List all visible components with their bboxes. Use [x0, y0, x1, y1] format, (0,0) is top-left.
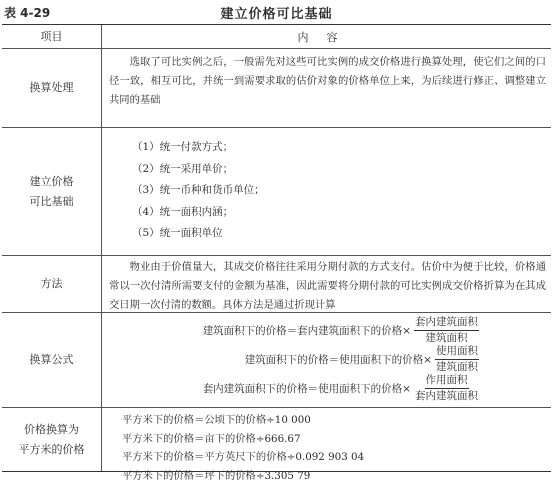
row-label-sqm [2, 408, 101, 471]
formula-fraction [435, 345, 479, 374]
list-item: （4）统一面积内涵； [132, 202, 265, 224]
method-text: 物业由于价值量大，其成交价格往往采用分期付款的方式支付。估价中为便于比较，价格通常以一次付清所需要支付的金额为基准，因此需要将分期付款的可比实例成交价格折算为在其成交日期一次付清的数额。具体方法是通过折现计算 [109, 258, 546, 315]
formula-fraction [414, 374, 479, 403]
header-content: 内容 [102, 25, 551, 48]
row-label-basis [2, 128, 101, 255]
fraction-numerator: 套内建筑面积 [414, 316, 479, 331]
row-label-basis-line2: 可比基础 [30, 192, 74, 212]
list-item: 平方米下的价格＝公顷下的价格÷10 000 [122, 411, 364, 430]
list-item: （1）统一付款方式； [132, 137, 265, 159]
fraction-numerator: 使用面积 [435, 345, 479, 360]
header-item: 项目 [2, 25, 101, 48]
list-item: （2）统一采用单价； [132, 159, 265, 181]
formula-line [245, 345, 479, 374]
row-label-formula: 换算公式 [2, 313, 101, 407]
row-label-sqm-line2: 平方米的价格 [19, 440, 85, 460]
column-divider [101, 25, 102, 471]
list-item: 平方米下的价格＝亩下的价格÷666.67 [122, 430, 364, 449]
list-item: （5）统一面积单位 [132, 223, 265, 245]
table-title: 建立价格可比基础 [0, 3, 553, 22]
table-number: 表 4-29 [4, 4, 50, 21]
conversion-text: 选取了可比实例之后，一般需先对这些可比实例的成交价格进行换算处理，使它们之间的口径一致，相互可比，并统一到需要求取的估价对象的价格单位上来，为后续进行修正、调整建立共同的基础 [109, 53, 546, 110]
row-label-basis-line1: 建立价格 [30, 172, 74, 192]
formula-lhs: 建筑面积下的价格＝套内建筑面积下的价格× [203, 323, 411, 338]
formula-lhs: 建筑面积下的价格＝使用面积下的价格× [245, 352, 432, 367]
formula-fraction [414, 316, 479, 345]
fraction-denominator: 建筑面积 [435, 360, 479, 374]
basis-list [132, 137, 265, 245]
row-label-method: 方法 [2, 256, 101, 312]
list-item: 平方米下的价格＝平方英尺下的价格÷0.092 903 04 [122, 448, 364, 467]
list-item: 平方米下的价格＝坪下的价格÷3.305 79 [122, 467, 364, 485]
list-item: （3）统一币种和货币单位； [132, 180, 265, 202]
formula-line [203, 374, 479, 403]
formula-lhs: 套内建筑面积下的价格＝使用面积下的价格× [203, 381, 411, 396]
row-label-conversion: 换算处理 [2, 49, 101, 127]
formula-line [203, 316, 479, 345]
fraction-denominator: 套内建筑面积 [414, 389, 479, 403]
fraction-numerator: 作用面积 [425, 374, 469, 389]
fraction-denominator: 建筑面积 [425, 331, 469, 345]
row-label-sqm-line1: 价格换算为 [24, 420, 79, 440]
comparison-table [2, 24, 551, 472]
